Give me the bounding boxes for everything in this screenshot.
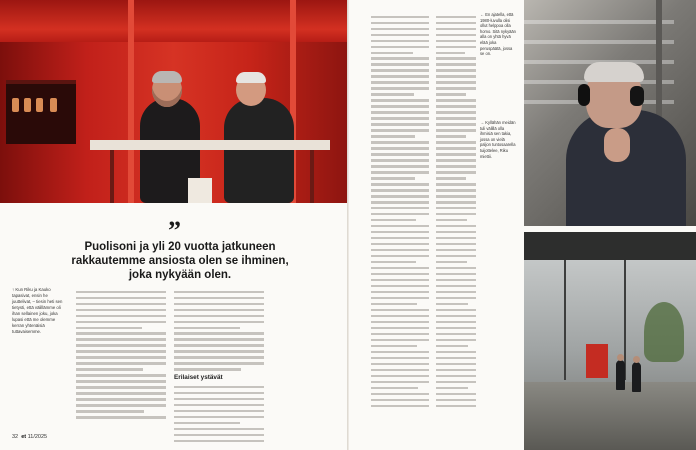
text-line (174, 440, 264, 442)
text-line (371, 333, 429, 335)
text-line (436, 363, 476, 365)
text-line (76, 338, 166, 340)
text-line (436, 34, 476, 36)
text-line (436, 243, 476, 245)
text-lines (76, 291, 166, 419)
text-line (436, 405, 476, 407)
text-line (371, 183, 429, 185)
text-line (371, 147, 429, 149)
text-line (371, 105, 429, 107)
jar (12, 98, 19, 112)
text-line (371, 129, 429, 131)
text-line (371, 52, 413, 54)
text-line (436, 315, 476, 317)
text-line (76, 344, 166, 346)
text-line (76, 315, 166, 317)
text-line (371, 321, 429, 323)
text-line (436, 279, 476, 281)
text-lines (371, 16, 429, 407)
text-line (76, 404, 166, 406)
text-line (371, 93, 414, 95)
text-line (371, 231, 429, 233)
text-line (436, 75, 476, 77)
text-line (371, 111, 429, 113)
body-column-b (174, 287, 264, 446)
text-line (174, 434, 264, 436)
train (586, 344, 608, 378)
table (90, 140, 330, 150)
text-line (371, 22, 429, 24)
text-line (436, 141, 476, 143)
text-line (371, 81, 429, 83)
text-line (436, 333, 476, 335)
text-line (371, 369, 429, 371)
text-line (371, 309, 429, 311)
text-lines (174, 386, 264, 442)
text-line (371, 363, 429, 365)
text-line (371, 16, 429, 18)
man-body (566, 110, 686, 226)
text-line (174, 422, 240, 424)
issue-number: 11/2025 (27, 434, 48, 440)
text-line (436, 99, 476, 101)
page-number: 32 (12, 434, 19, 440)
text-line (371, 249, 429, 251)
text-line (371, 261, 416, 263)
text-lines (174, 291, 264, 371)
text-line (436, 52, 465, 54)
hand (604, 128, 630, 162)
text-line (371, 171, 429, 173)
text-line (436, 387, 468, 389)
text-line (76, 380, 166, 382)
text-lines (436, 16, 476, 407)
text-line (371, 381, 429, 383)
text-line (436, 22, 476, 24)
tree (644, 302, 684, 362)
person-kauko-hair (236, 72, 266, 83)
text-line (436, 165, 476, 167)
text-line (371, 345, 417, 347)
text-line (436, 219, 467, 221)
text-line (174, 362, 264, 364)
photo-caption: ↑ Kun Riku ja Kauko tapasivat, ensin he juuttelivat, – tiesin heti sen tietysti, että välillämme oli ihan sellainen joku, joka lupasi että me olemme kerran yhtenäisiä tuttavaisemme. (12, 287, 63, 334)
text-line (174, 392, 264, 394)
text-line (371, 315, 429, 317)
text-line (436, 69, 476, 71)
text-line (436, 159, 476, 161)
text-line (436, 237, 476, 239)
text-line (436, 81, 476, 83)
text-line (76, 386, 166, 388)
text-line (436, 345, 468, 347)
text-line (371, 213, 429, 215)
text-line (371, 303, 417, 305)
headphone-cup (630, 86, 644, 106)
text-line (436, 135, 466, 137)
text-line (436, 393, 476, 395)
text-line (371, 393, 429, 395)
text-line (436, 231, 476, 233)
text-line (76, 332, 166, 334)
text-line (436, 111, 476, 113)
text-line (371, 75, 429, 77)
text-line (371, 237, 429, 239)
text-line (174, 356, 264, 358)
body-column-1 (371, 12, 429, 411)
platform-floor (524, 382, 696, 450)
person-kauko-body (224, 98, 294, 203)
text-line (436, 183, 476, 185)
text-line (371, 357, 429, 359)
jar (24, 98, 31, 112)
text-line (174, 315, 264, 317)
text-line (174, 428, 264, 430)
text-line (174, 338, 264, 340)
text-line (436, 369, 476, 371)
text-line (436, 189, 476, 191)
text-line (436, 321, 476, 323)
text-line (76, 398, 166, 400)
text-line (76, 303, 166, 305)
photo-stairs-portrait (524, 0, 696, 226)
roof-column (564, 260, 566, 380)
text-line (371, 279, 429, 281)
text-line (371, 195, 429, 197)
text-line (371, 159, 429, 161)
text-line (174, 350, 264, 352)
jar (50, 98, 57, 112)
text-line (371, 267, 429, 269)
text-line (174, 321, 264, 323)
text-line (174, 303, 264, 305)
text-line (371, 87, 429, 89)
text-line (371, 297, 429, 299)
headphone-icon (578, 84, 590, 106)
tent-pole (128, 0, 134, 203)
text-line (174, 416, 264, 418)
text-line (436, 57, 476, 59)
text-line (76, 291, 166, 293)
text-line (76, 410, 144, 412)
stair-step (524, 40, 674, 44)
text-line (436, 147, 476, 149)
text-line (371, 399, 429, 401)
text-line (174, 332, 264, 334)
text-line (76, 368, 143, 370)
text-line (76, 297, 166, 299)
photo-caption-bottom: → Kyllähän meidän tuli välillä olla ihmisiä sen takia, jossa on vielä paljon tuntosaarella tuijottelee, Riku miettii. (480, 120, 516, 159)
pull-quote: Puolisoni ja yli 20 vuotta jatkuneen rakkautemme ansiosta olen se ihminen, joka nykyään olen. (71, 241, 289, 281)
text-line (436, 153, 476, 155)
text-line (371, 387, 418, 389)
text-line (436, 291, 476, 293)
quote-mark: ” (168, 216, 181, 245)
text-line (371, 189, 429, 191)
text-line (76, 327, 142, 329)
text-line (371, 123, 429, 125)
text-line (436, 93, 466, 95)
shelf (6, 80, 76, 144)
text-line (174, 327, 240, 329)
text-line (436, 87, 476, 89)
text-line (371, 327, 429, 329)
man-hair (584, 62, 644, 82)
text-line (371, 351, 429, 353)
photo-caption-top: ← En ajatella, että 1980-luvulla olisi ollut helppoa olla homo. Sitä nykyään alla on yhtä hyvä elää joka peruspäätä, jossa se on. (480, 12, 516, 57)
text-line (371, 99, 429, 101)
text-line (371, 135, 415, 137)
text-line (371, 117, 429, 119)
text-line (436, 171, 476, 173)
folio (12, 434, 47, 440)
text-line (436, 123, 476, 125)
text-line (174, 410, 264, 412)
text-line (436, 303, 468, 305)
text-line (174, 344, 264, 346)
text-line (436, 285, 476, 287)
body-column-2 (436, 12, 476, 411)
text-line (371, 57, 429, 59)
text-line (174, 386, 264, 388)
text-line (436, 375, 476, 377)
text-line (371, 28, 429, 30)
text-line (436, 399, 476, 401)
left-page (0, 0, 347, 450)
text-line (371, 165, 429, 167)
text-line (371, 273, 429, 275)
text-line (436, 309, 476, 311)
text-line (436, 255, 476, 257)
text-line (371, 255, 429, 257)
body-column-a (76, 287, 166, 422)
text-line (371, 219, 416, 221)
text-line (436, 28, 476, 30)
table-leg (110, 150, 114, 203)
person-riku-hair (152, 71, 182, 83)
text-line (174, 297, 264, 299)
platform-roof (524, 232, 696, 260)
text-line (371, 339, 429, 341)
text-line (436, 195, 476, 197)
text-line (371, 243, 429, 245)
text-line (76, 356, 166, 358)
text-line (371, 46, 429, 48)
text-line (174, 291, 264, 293)
text-line (436, 177, 466, 179)
text-line (76, 416, 166, 418)
text-line (76, 350, 166, 352)
stair-step (524, 20, 674, 24)
text-line (76, 309, 166, 311)
text-line (436, 46, 476, 48)
text-line (76, 362, 166, 364)
text-line (436, 105, 476, 107)
text-line (436, 351, 476, 353)
text-line (76, 321, 166, 323)
text-line (371, 207, 429, 209)
photo-train-platform (524, 232, 696, 450)
text-line (436, 201, 476, 203)
text-line (371, 285, 429, 287)
text-line (371, 225, 429, 227)
walking-person (632, 362, 641, 392)
magazine-logo: et (21, 434, 27, 440)
text-line (436, 16, 476, 18)
text-line (436, 213, 476, 215)
text-line (436, 261, 467, 263)
text-line (371, 141, 429, 143)
text-line (436, 297, 476, 299)
jar (36, 98, 43, 112)
text-line (436, 117, 476, 119)
photo-red-tent (0, 0, 347, 203)
text-line (371, 153, 429, 155)
text-line (436, 381, 476, 383)
text-line (371, 63, 429, 65)
text-line (436, 339, 476, 341)
text-line (436, 249, 476, 251)
text-line (371, 405, 429, 407)
text-line (76, 392, 166, 394)
text-line (436, 357, 476, 359)
walking-person (616, 360, 625, 390)
text-line (174, 309, 264, 311)
text-line (436, 327, 476, 329)
text-line (436, 63, 476, 65)
text-line (371, 69, 429, 71)
text-line (174, 404, 264, 406)
chair (188, 178, 212, 203)
text-line (371, 177, 415, 179)
text-line (371, 375, 429, 377)
text-line (76, 374, 166, 376)
subheading: Erilaiset ystävät (174, 374, 223, 382)
right-page (349, 0, 696, 450)
text-line (174, 398, 264, 400)
text-line (436, 273, 476, 275)
text-line (174, 368, 241, 370)
table-leg (310, 150, 314, 203)
text-line (436, 225, 476, 227)
text-line (371, 291, 429, 293)
text-line (436, 129, 476, 131)
text-line (371, 201, 429, 203)
text-line (436, 207, 476, 209)
text-line (436, 40, 476, 42)
text-line (371, 40, 429, 42)
text-line (436, 267, 476, 269)
text-line (371, 34, 429, 36)
